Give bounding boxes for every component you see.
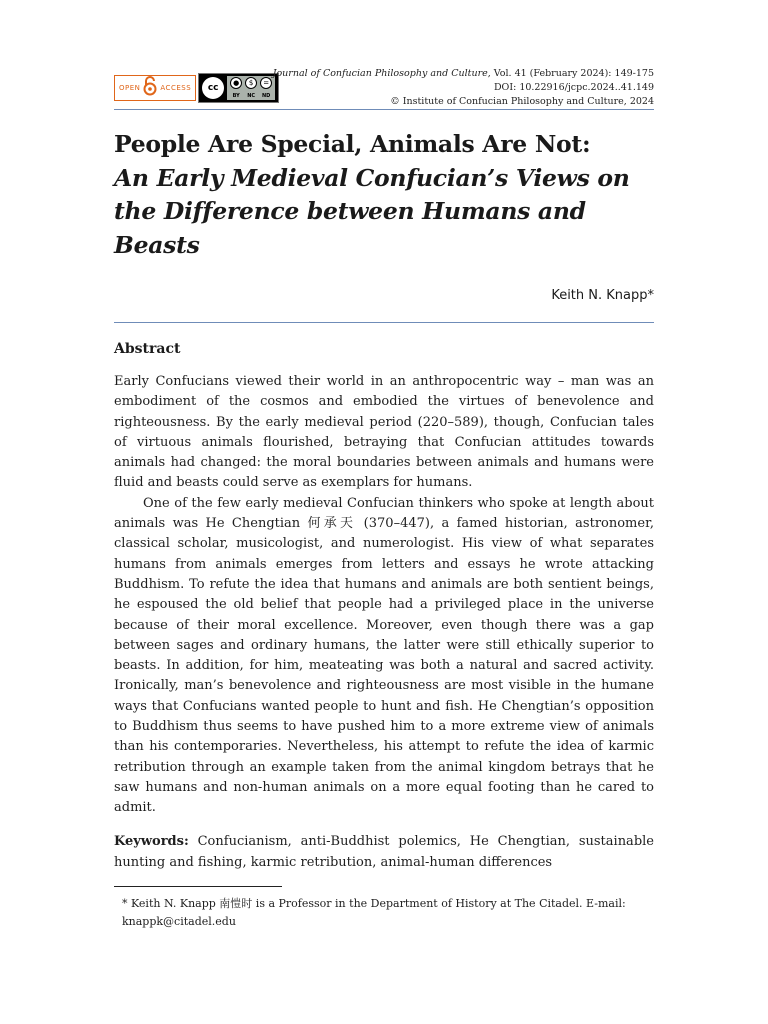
cc-icon: cc bbox=[202, 77, 224, 99]
journal-info bbox=[273, 67, 654, 109]
author-name: Keith N. Knapp* bbox=[551, 288, 654, 303]
open-access-badge[interactable] bbox=[114, 75, 196, 101]
abstract-heading: Abstract bbox=[114, 341, 181, 357]
keywords-label: Keywords: bbox=[114, 834, 189, 849]
open-access-right-text: ACCESS bbox=[160, 84, 192, 92]
open-lock-icon bbox=[143, 76, 157, 100]
creative-commons-badge[interactable] bbox=[198, 73, 279, 103]
abstract-paragraph: One of the few early medieval Confucian thinkers who spoke at length about animals was He Chengtian 何承天 (370–447), a famed historian, astronomer, classical scholar, musicologist, and numerologist. His view of what separates humans from animals emerges from letters and essays he wrote attacking Buddhism. To refute the idea that humans and animals are both sentient beings, he espoused the old belief that people had a privileged place in the universe because of their moral excellence. Moreover, even though there was a gap between sages and ordinary humans, the latter were still ethically superior to beasts. In addition, for him, meateating was both a natural and sacred activity. Ironically, man’s benevolence and righteousness are most visible in the humane ways that Confucians wanted people to hunt and fish. He Chengtian’s opposition to Buddhism thus seems to have pushed him to a more extreme view of animals than his contemporaries. Nevertheless, his attempt to refute the idea of karmic retribution through an example taken from the animal kingdom betrays that he saw humans and non-human animals on a more equal footing than he cared to admit. bbox=[114, 495, 654, 816]
cc-term-by: BY bbox=[232, 93, 240, 99]
author-footnote: * Keith N. Knapp 南愷时 is a Professor in the Department of History at The Citadel. E-mail: knappk@citadel.edu bbox=[122, 897, 626, 928]
article-title bbox=[114, 128, 654, 262]
noncommercial-icon: $ bbox=[245, 77, 257, 89]
abstract-paragraph: Early Confucians viewed their world in an anthropocentric way – man was an embodiment of the cosmos and embodied the virtues of benevolence and righteousness. By the early medieval period (220–589), though, Confucian tales of virtuous animals flourished, betraying that Confucian attitudes towards animals had changed: the moral boundaries between animals and humans were fluid and beasts could serve as exemplars for humans. bbox=[114, 374, 654, 491]
footnote-rule bbox=[114, 886, 282, 887]
title-subtitle: An Early Medieval Confucian’s Views on the Difference between Humans and Beasts bbox=[114, 163, 630, 259]
header-rule bbox=[114, 109, 654, 110]
journal-name: Journal of Confucian Philosophy and Culture bbox=[272, 68, 488, 79]
keywords bbox=[114, 831, 654, 873]
journal-citation: , Vol. 41 (February 2024): 149-175 bbox=[487, 68, 654, 79]
keywords-text: Confucianism, anti-Buddhist polemics, He Chengtian, sustainable hunting and fishing, karmic retribution, animal-human differences bbox=[114, 834, 654, 870]
title-rule bbox=[114, 322, 654, 323]
abstract-body bbox=[114, 372, 654, 819]
cc-term-nc: NC bbox=[247, 93, 256, 99]
title-main: People Are Special, Animals Are Not: bbox=[114, 130, 591, 158]
attribution-icon: ● bbox=[230, 77, 242, 89]
doi[interactable]: DOI: 10.22916/jcpc.2024..41.149 bbox=[493, 82, 654, 93]
copyright: © Institute of Confucian Philosophy and Culture, 2024 bbox=[390, 96, 654, 107]
noderivatives-icon: = bbox=[260, 77, 272, 89]
open-access-left-text: OPEN bbox=[119, 84, 141, 92]
cc-term-nd: ND bbox=[261, 93, 271, 99]
license-logos bbox=[114, 73, 279, 103]
